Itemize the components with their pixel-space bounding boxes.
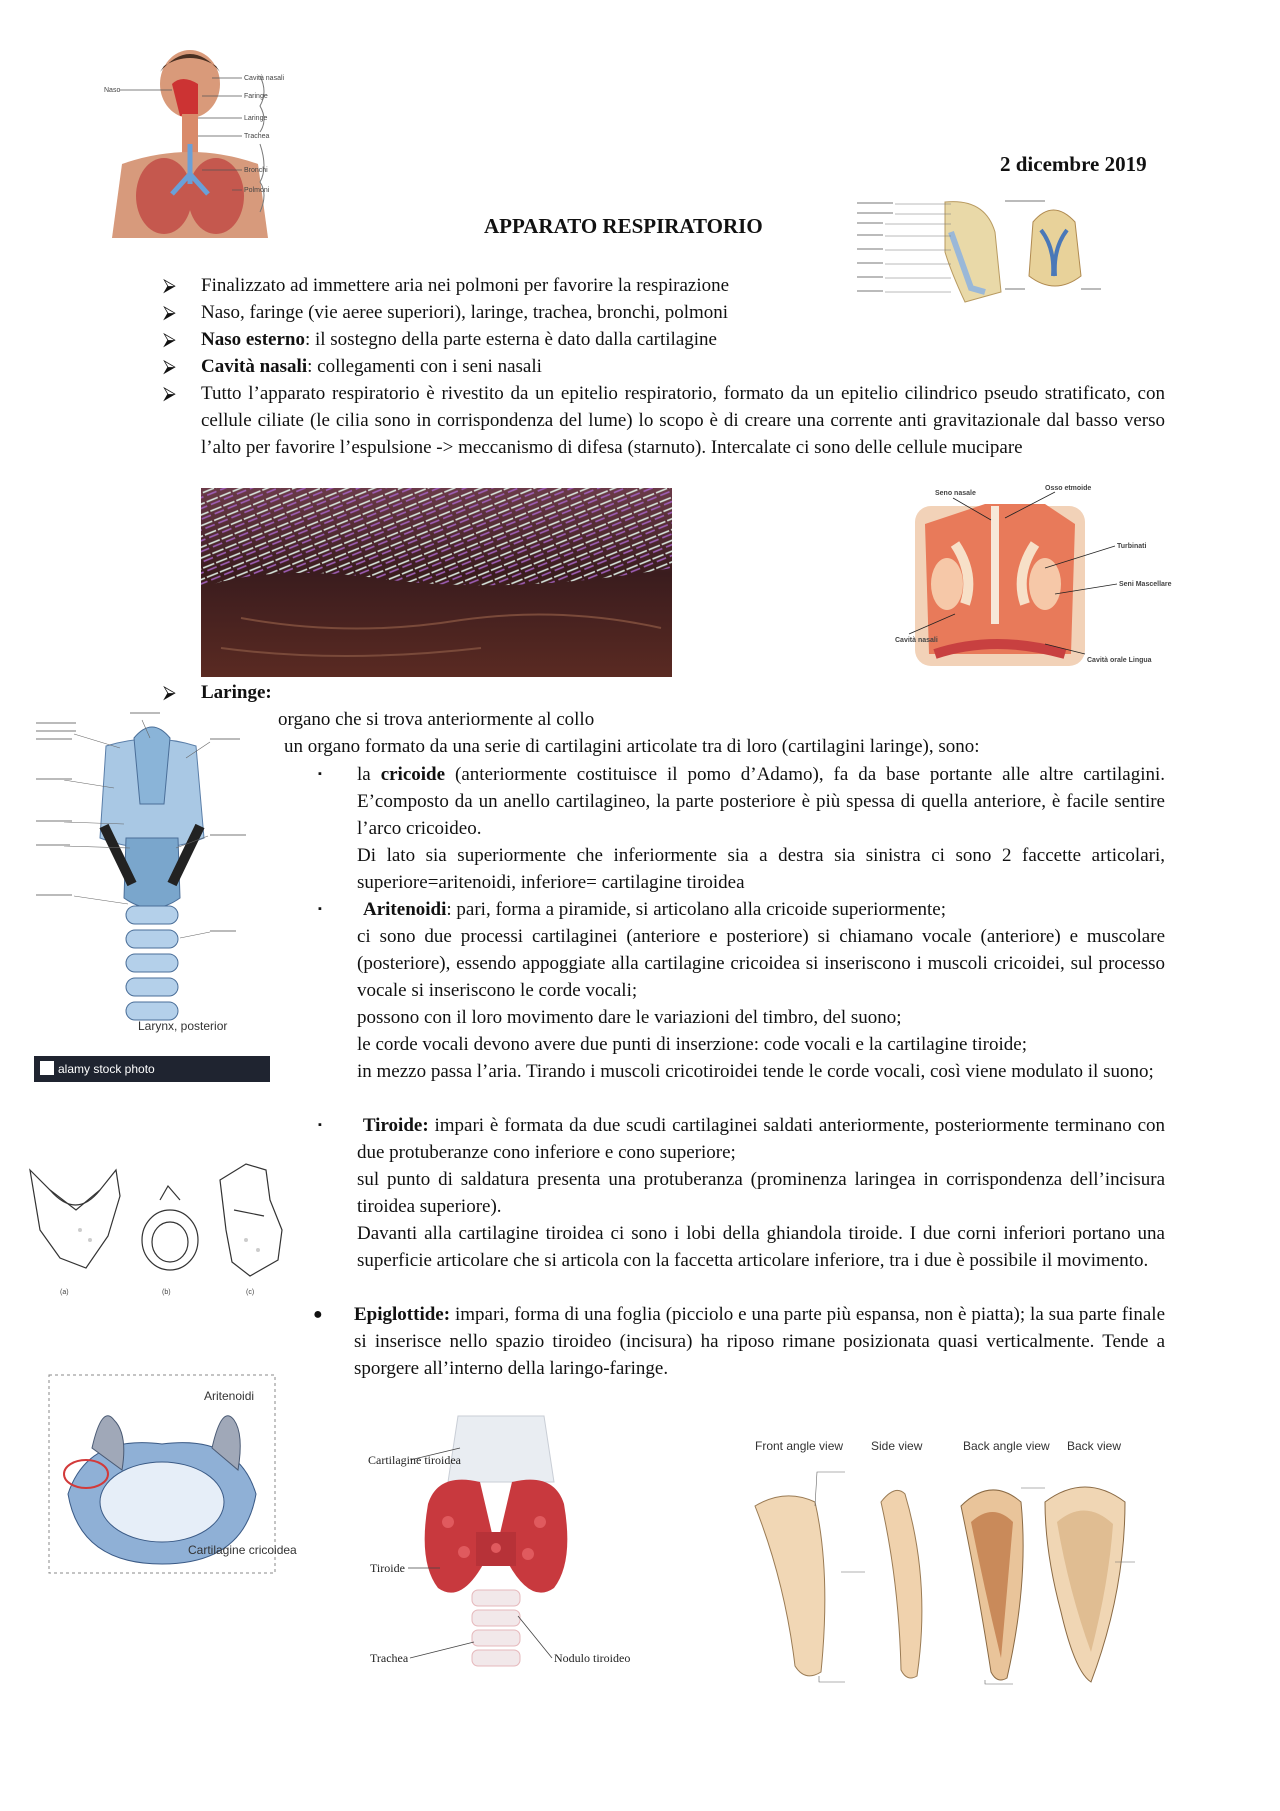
epiglottis-view-side: Side view (871, 1439, 923, 1453)
square-bullet-icon: ▪ (318, 1119, 322, 1131)
epiglottis-view-back: Back view (1067, 1439, 1122, 1453)
aritenoidi-paragraph-4: le corde vocali devono avere due punti di inserzione: code vocali e la cartilagine tiroide; (357, 1034, 1028, 1055)
cricoid-label-bottom: Cartilagine cricoidea (188, 1543, 297, 1557)
gland-label-cartilagine: Cartilagine tiroidea (368, 1453, 461, 1467)
bullet-item: Finalizzato ad immettere aria nei polmoni per favorire la respirazione (201, 275, 730, 296)
bullet-item: Naso, faringe (vie aeree superiori), laringe, trachea, bronchi, polmoni (201, 302, 729, 323)
epiglottis-view-front: Front angle view (755, 1439, 844, 1453)
arrow-icon: ⮚ (163, 329, 176, 349)
stock-watermark: alamy stock photo (58, 1062, 155, 1076)
larynx-heading: Laringe: (201, 682, 272, 703)
aritenoidi-paragraph-2: ci sono due processi cartilaginei (anteriore e posteriore) si chiamano vocale (anteriore) e muscolare (posteriore), essendo appoggiate alla cartilagine cricoidea si inseriscono i muscoli cricoidei, sul processo vocale si inseriscono le corde vocali; (357, 926, 1165, 1001)
thyroid-gland-figure (368, 1412, 631, 1690)
nasal-label-orale: Cavità orale Lingua (1087, 657, 1152, 664)
thyroid-cartilage-drawings (20, 1150, 310, 1302)
resp-label-polmoni: Polmoni (244, 187, 270, 194)
nasal-skeleton-figure (855, 192, 1105, 312)
square-bullet-icon: ▪ (318, 903, 322, 915)
larynx-sub-1: organo che si trova anteriormente al collo (278, 709, 595, 730)
epiglottide-paragraph: Epiglottide: impari, forma di una foglia (picciolo e una parte più espansa, non è piatta); la sua parte finale si inserisce nello spazio tiroideo (incisura) ha riposo rimane posizionata quasi verticalmente. Tende a sporgere all’interno della laringo-faringe. (354, 1304, 1165, 1379)
drawing-c: (c) (246, 1289, 255, 1296)
cilia-micrograph (201, 488, 672, 677)
epiglottis-views-figure (745, 1432, 1165, 1692)
drawing-a: (a) (60, 1289, 69, 1296)
nasal-label-seno: Seno nasale (935, 490, 976, 497)
arrow-icon: ⮚ (163, 682, 176, 702)
epiglottis-view-back-angle: Back angle view (963, 1439, 1050, 1453)
aritenoidi-paragraph-3: possono con il loro movimento dare le variazioni del timbro, del suono; (357, 1007, 902, 1028)
cricoide-paragraph: la cricoide (anteriormente costituisce il pomo d’Adamo), fa da base portante alle altre cartilagini. E’composto da un anello cartilagineo, la parte posteriore è più spessa di quella anteriore, è facile sentire l’arco cricoideo. (357, 764, 1165, 839)
resp-label-bronchi: Bronchi (244, 167, 268, 174)
arrow-icon: ⮚ (163, 356, 176, 376)
larynx-caption: Larynx, posterior (138, 1019, 228, 1033)
resp-label-laringe: Laringe (244, 115, 268, 122)
bullet-item: Naso esterno: il sostegno della parte esterna è dato dalla cartilagine (201, 329, 717, 350)
arrow-icon: ⮚ (163, 383, 176, 403)
tiroide-paragraph-3: Davanti alla cartilagine tiroidea ci sono i lobi della ghiandola tiroide. I due corni inferiori portano una superficie articolare che si articola con la faccetta articolare inferiore, tra i due è possibile il movimento. (357, 1223, 1165, 1271)
gland-label-nodulo: Nodulo tiroideo (554, 1651, 631, 1665)
bullet-item: Cavità nasali: collegamenti con i seni nasali (201, 356, 542, 377)
nasal-label-seni: Seni Mascellare (1119, 581, 1172, 588)
nasal-cavity-figure (895, 484, 1172, 674)
document-title: APPARATO RESPIRATORIO (484, 214, 763, 238)
tiroide-paragraph-2: sul punto di saldatura presenta una protuberanza (prominenza laringea in corrispondenza dell’incisura tiroidea superiore). (357, 1169, 1165, 1217)
larynx-sub-2: un organo formato da una serie di cartilagini articolate tra di loro (cartilagini laringe), sono: (284, 736, 980, 757)
arrow-icon: ⮚ (163, 275, 176, 295)
nasal-label-cavita: Cavità nasali (895, 637, 938, 644)
nasal-label-turbinati: Turbinati (1117, 543, 1147, 550)
cricoide-paragraph-2: Di lato sia superiormente che inferiormente sia a destra sia sinistra ci sono 2 faccette articolari, superiore=aritenoidi, inferiore= cartilagine tiroidea (357, 845, 1165, 893)
drawing-b: (b) (162, 1289, 171, 1296)
cricoid-label-top: Aritenoidi (204, 1389, 255, 1403)
document-date: 2 dicembre 2019 (1000, 152, 1147, 176)
aritenoidi-paragraph-5: in mezzo passa l’aria. Tirando i muscoli cricotiroidei tende le corde vocali, così viene modulato il suono; (357, 1061, 1154, 1082)
resp-label-cavita: Cavità nasali (244, 75, 285, 82)
dot-bullet-icon: ● (313, 1306, 323, 1323)
tiroide-paragraph: Tiroide: impari è formata da due scudi cartilaginei saldati anteriormente, posteriormente terminano con due protuberanze cono inferiore e cono superiore; (357, 1115, 1166, 1163)
nasal-label-etmoide: Osso etmoide (1045, 485, 1092, 492)
larynx-posterior-figure (34, 708, 270, 1086)
resp-label-naso: Naso (104, 87, 121, 94)
gland-label-trachea: Trachea (370, 1651, 409, 1665)
arrow-icon: ⮚ (163, 302, 176, 322)
gland-label-tiroide: Tiroide (370, 1561, 405, 1575)
square-bullet-icon: ▪ (318, 768, 322, 780)
cricoid-figure (48, 1374, 297, 1574)
resp-label-trachea: Trachea (244, 133, 270, 140)
respiratory-system-figure (102, 44, 312, 238)
bullet-item: Tutto l’apparato respiratorio è rivestito da un epitelio respiratorio, formato da un epitelio cilindrico pseudo stratificato, con cellule ciliate (le cilia sono in corrispondenza del lume) lo scopo è di creare una corrente anti gravitazionale dal basso verso l’alto per favorire l’espulsione -> meccanismo di difesa (starnuto). Intercalate ci sono delle cellule mucipare (201, 383, 1165, 458)
aritenoidi-paragraph: Aritenoidi: pari, forma a piramide, si articolano alla cricoide superiormente; (363, 899, 946, 920)
resp-label-faringe: Faringe (244, 93, 268, 100)
